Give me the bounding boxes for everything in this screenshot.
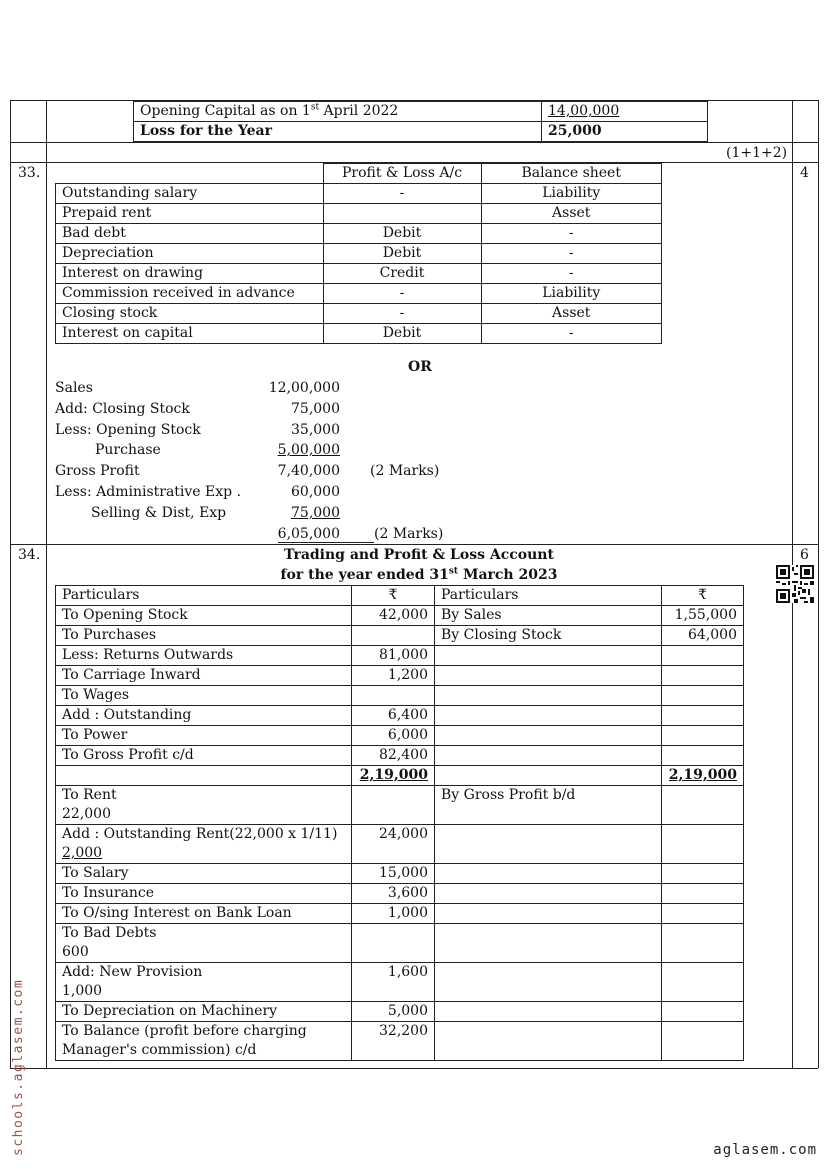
calc-value: 35,000	[291, 422, 340, 438]
dr-amount: 1,000	[352, 904, 435, 924]
balance-line: Manager's commission) c/d	[62, 1042, 257, 1058]
capital-label-text: Opening Capital as on 1	[140, 103, 311, 119]
dr-amount	[352, 786, 435, 825]
cr-particular	[435, 825, 662, 864]
calc-label: Less: Opening Stock	[55, 422, 201, 438]
cr-particular	[435, 884, 662, 904]
dr-amount: 24,000	[352, 825, 435, 864]
cr-particular	[435, 1002, 662, 1022]
dr-particular	[56, 825, 352, 864]
rent-amount-line: 22,000	[62, 806, 111, 822]
item-bs: Liability	[481, 184, 662, 204]
dr-particular: To Power	[56, 726, 352, 746]
dr-amount: 32,200	[352, 1022, 435, 1061]
table-row	[56, 666, 744, 686]
dr-amount: 6,000	[352, 726, 435, 746]
capital-value: 14,00,000	[542, 102, 708, 122]
dr-particular	[56, 924, 352, 963]
cr-amount	[662, 825, 744, 864]
cr-amount	[662, 963, 744, 1002]
loss-value: 25,000	[542, 122, 708, 142]
table-row	[56, 686, 744, 706]
cr-particular	[435, 746, 662, 766]
header-blank	[56, 164, 324, 184]
outstanding-rent-label: Add : Outstanding Rent(22,000 x 1/11)	[62, 826, 338, 842]
table-row	[56, 746, 744, 766]
calc-label: Gross Profit	[55, 463, 140, 479]
table-row	[56, 304, 662, 324]
cr-particular	[435, 766, 662, 786]
dr-amount: 1,200	[352, 666, 435, 686]
trading-pl-account-table	[55, 585, 744, 1061]
table-row	[56, 284, 662, 304]
cr-amount: 64,000	[662, 626, 744, 646]
frame-bottom	[10, 1068, 818, 1069]
marks-note-total: (2 Marks)	[374, 526, 444, 542]
footer-site-link[interactable]: aglasem.com	[713, 1142, 817, 1158]
cr-particular	[435, 726, 662, 746]
cr-amount	[662, 924, 744, 963]
item-label: Interest on drawing	[56, 264, 324, 284]
q34-subtitle	[46, 565, 792, 585]
table-total-row	[56, 766, 744, 786]
cr-amount	[662, 864, 744, 884]
capital-label-rest: April 2022	[319, 103, 399, 119]
table-row	[56, 626, 744, 646]
item-pl: Debit	[323, 324, 481, 344]
cr-amount	[662, 1002, 744, 1022]
table-row	[56, 726, 744, 746]
calc-label: Selling & Dist, Exp	[91, 505, 227, 521]
table-row	[56, 786, 744, 825]
cr-amount	[662, 884, 744, 904]
table-row	[56, 324, 662, 344]
q33-classification-table	[55, 163, 662, 344]
frame-right	[818, 100, 819, 1068]
cr-particular	[435, 666, 662, 686]
dr-amount: 82,400	[352, 746, 435, 766]
calc-value: 7,40,000	[277, 463, 340, 479]
dr-particular: Add : Outstanding	[56, 706, 352, 726]
dr-particular: To Insurance	[56, 884, 352, 904]
table-row	[56, 244, 662, 264]
cr-particular	[435, 646, 662, 666]
cr-amount: 1,55,000	[662, 606, 744, 626]
calc-label: Sales	[55, 380, 93, 396]
dr-amount	[352, 924, 435, 963]
table-row	[56, 646, 744, 666]
dr-particular: To Salary	[56, 864, 352, 884]
calc-label: Add: Closing Stock	[55, 401, 190, 417]
header-pl: Profit & Loss A/c	[323, 164, 481, 184]
calc-total-underline	[278, 542, 374, 543]
item-pl: Credit	[323, 264, 481, 284]
subtitle-post: March 2023	[458, 567, 558, 583]
table-row	[134, 122, 708, 142]
cr-particular	[435, 1022, 662, 1061]
table-row	[56, 204, 662, 224]
subtitle-sup: st	[448, 566, 459, 577]
cr-particular	[435, 904, 662, 924]
bad-debts-label: To Bad Debts	[62, 925, 157, 941]
frame-left	[10, 100, 11, 1068]
table-header-row	[56, 586, 744, 606]
cr-amount	[662, 746, 744, 766]
cr-total: 2,19,000	[662, 766, 744, 786]
item-label: Depreciation	[56, 244, 324, 264]
table-row	[56, 963, 744, 1002]
table-row	[56, 924, 744, 963]
table-row	[56, 904, 744, 924]
question-number-33: 33.	[18, 165, 41, 181]
calc-label: Less: Administrative Exp .	[55, 484, 242, 500]
header-amount-cr: ₹	[662, 586, 744, 606]
dr-particular: To Wages	[56, 686, 352, 706]
calc-value: 75,000	[291, 505, 340, 521]
new-provision-label: Add: New Provision	[62, 964, 203, 980]
new-provision-line: 1,000	[62, 983, 103, 999]
bad-debts-line: 600	[62, 944, 89, 960]
item-bs: -	[481, 224, 662, 244]
header-amount-dr: ₹	[352, 586, 435, 606]
balance-label: To Balance (profit before charging	[62, 1023, 307, 1039]
cr-amount	[662, 666, 744, 686]
calc-value: 60,000	[291, 484, 340, 500]
dr-amount: 81,000	[352, 646, 435, 666]
cr-particular	[435, 864, 662, 884]
watermark-text: schools.aglasem.com	[11, 978, 26, 1156]
item-label: Interest on capital	[56, 324, 324, 344]
dr-particular	[56, 963, 352, 1002]
item-pl: -	[323, 284, 481, 304]
item-label: Bad debt	[56, 224, 324, 244]
cr-amount	[662, 686, 744, 706]
qr-code-icon	[776, 565, 814, 603]
dr-amount: 5,000	[352, 1002, 435, 1022]
dr-amount: 42,000	[352, 606, 435, 626]
marks-note: (1+1+2)	[726, 145, 788, 161]
cr-particular	[435, 963, 662, 1002]
item-label: Outstanding salary	[56, 184, 324, 204]
cr-amount	[662, 706, 744, 726]
cr-particular: By Gross Profit b/d	[435, 786, 662, 825]
dr-amount: 15,000	[352, 864, 435, 884]
table-row	[56, 864, 744, 884]
dr-particular: To Carriage Inward	[56, 666, 352, 686]
loss-label: Loss for the Year	[134, 122, 542, 142]
calc-value: 12,00,000	[268, 380, 340, 396]
item-bs: -	[481, 244, 662, 264]
item-bs: -	[481, 324, 662, 344]
dr-particular	[56, 786, 352, 825]
table-row	[56, 184, 662, 204]
cr-particular	[435, 686, 662, 706]
dr-amount: 1,600	[352, 963, 435, 1002]
cr-amount	[662, 786, 744, 825]
dr-amount: 6,400	[352, 706, 435, 726]
dr-particular: To Depreciation on Machinery	[56, 1002, 352, 1022]
header-particulars-cr: Particulars	[435, 586, 662, 606]
dr-amount: 3,600	[352, 884, 435, 904]
dr-amount	[352, 626, 435, 646]
item-pl: -	[323, 304, 481, 324]
or-label: OR	[408, 359, 432, 375]
item-pl: Debit	[323, 244, 481, 264]
calc-value: 75,000	[291, 401, 340, 417]
header-particulars-dr: Particulars	[56, 586, 352, 606]
item-label: Prepaid rent	[56, 204, 324, 224]
item-pl: Debit	[323, 224, 481, 244]
dr-particular: To Opening Stock	[56, 606, 352, 626]
item-bs: Asset	[481, 204, 662, 224]
capital-table	[133, 101, 708, 142]
table-row	[56, 1022, 744, 1061]
item-bs: -	[481, 264, 662, 284]
capital-label-sup: st	[310, 102, 320, 113]
calc-value: 5,00,000	[277, 442, 340, 458]
outstanding-rent-line: 2,000	[62, 845, 103, 861]
table-row	[56, 825, 744, 864]
item-bs: Asset	[481, 304, 662, 324]
item-pl	[323, 204, 481, 224]
table-row	[56, 264, 662, 284]
marks-34: 6	[800, 547, 809, 563]
item-label: Commission received in advance	[56, 284, 324, 304]
table-row	[56, 1002, 744, 1022]
dr-total: 2,19,000	[352, 766, 435, 786]
table-header-row	[56, 164, 662, 184]
frame-row-line-1	[10, 142, 818, 143]
side-watermark	[4, 966, 34, 1156]
marks-note-gross: (2 Marks)	[370, 463, 440, 479]
marks-33: 4	[800, 165, 809, 181]
dr-particular	[56, 1022, 352, 1061]
calc-total: 6,05,000	[277, 526, 340, 542]
cr-amount	[662, 1022, 744, 1061]
cr-amount	[662, 646, 744, 666]
item-label: Closing stock	[56, 304, 324, 324]
item-bs: Liability	[481, 284, 662, 304]
table-row	[134, 102, 708, 122]
header-bs: Balance sheet	[481, 164, 662, 184]
question-number-34: 34.	[18, 547, 41, 563]
dr-particular	[56, 766, 352, 786]
item-pl: -	[323, 184, 481, 204]
cr-amount	[662, 726, 744, 746]
table-row	[56, 884, 744, 904]
cr-particular: By Sales	[435, 606, 662, 626]
dr-particular: To Gross Profit c/d	[56, 746, 352, 766]
capital-label	[134, 102, 542, 122]
rent-label: To Rent	[62, 787, 117, 803]
cr-particular	[435, 924, 662, 963]
cr-particular	[435, 706, 662, 726]
dr-particular: Less: Returns Outwards	[56, 646, 352, 666]
cr-amount	[662, 904, 744, 924]
table-row	[56, 606, 744, 626]
q34-title: Trading and Profit & Loss Account	[284, 547, 554, 563]
table-row	[56, 706, 744, 726]
dr-particular: To Purchases	[56, 626, 352, 646]
table-row	[56, 224, 662, 244]
dr-particular: To O/sing Interest on Bank Loan	[56, 904, 352, 924]
calc-label: Purchase	[95, 442, 161, 458]
dr-amount	[352, 686, 435, 706]
subtitle-pre: for the year ended 31	[280, 567, 449, 583]
cr-particular: By Closing Stock	[435, 626, 662, 646]
